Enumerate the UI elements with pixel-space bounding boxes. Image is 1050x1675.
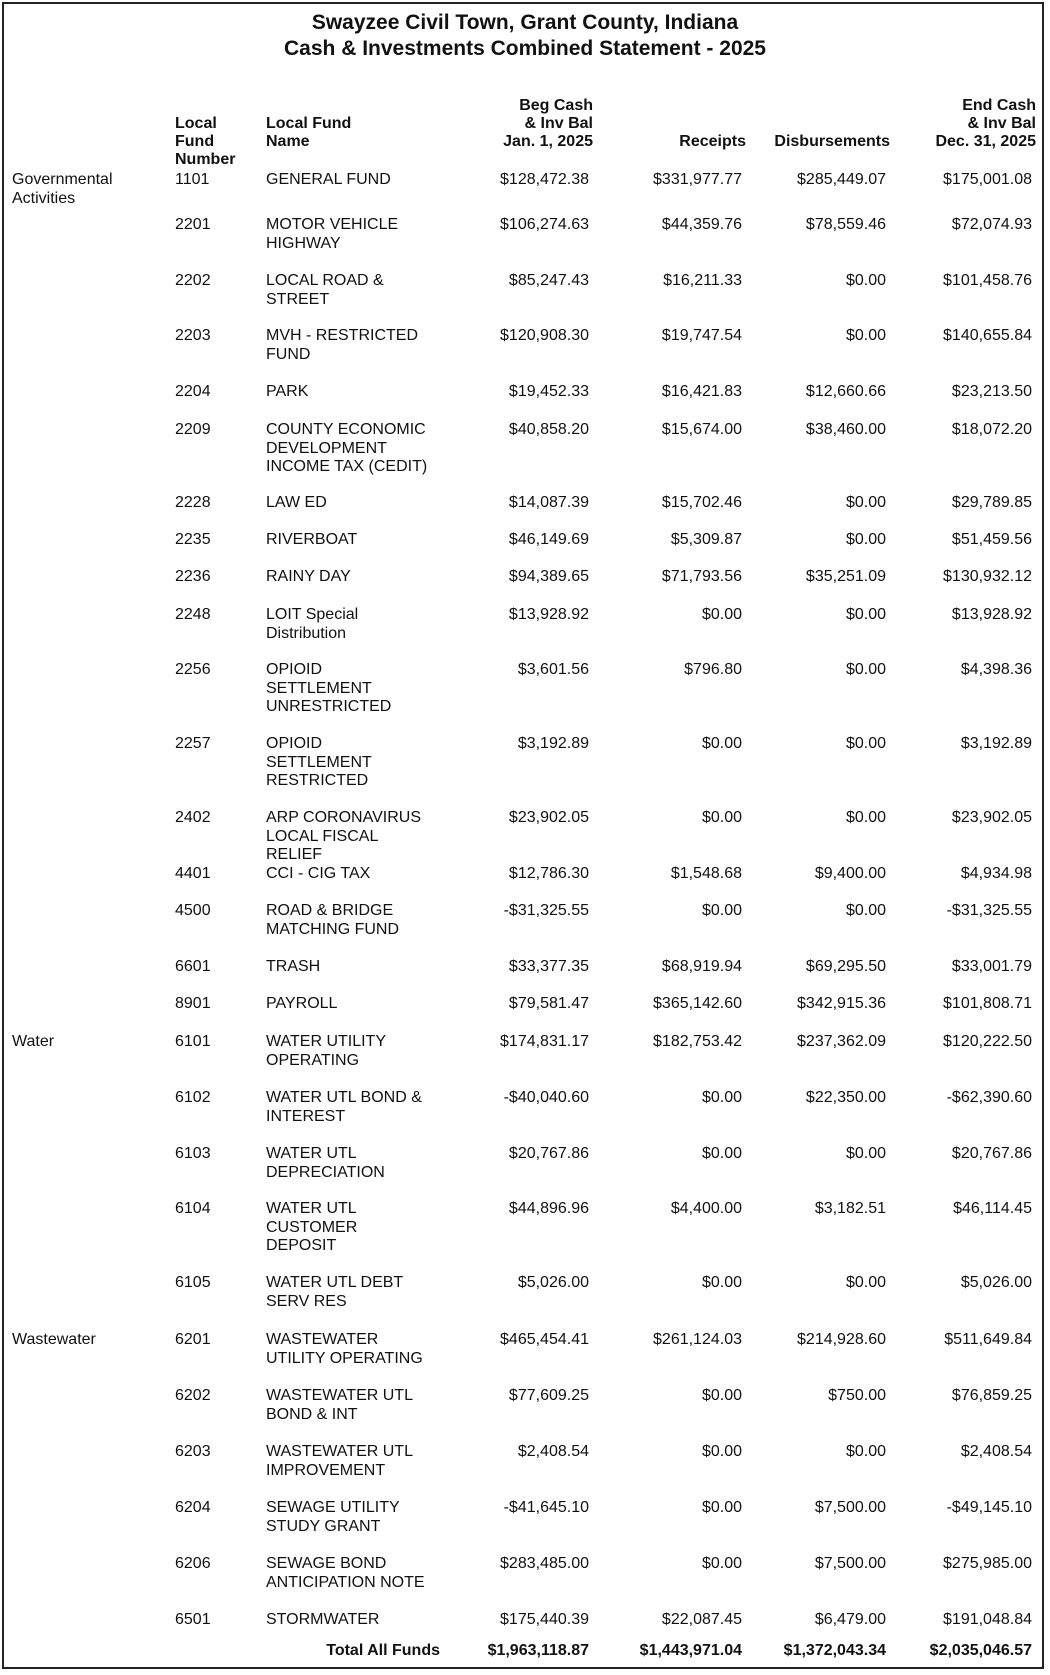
beg-balance: $20,767.86: [508, 1145, 589, 1162]
fund-name: WATER UTL BOND & INTEREST: [266, 1089, 422, 1125]
fund-number: 6203: [175, 1443, 211, 1460]
disbursements: $7,500.00: [814, 1555, 886, 1572]
end-balance: $4,398.36: [960, 661, 1032, 678]
receipts: $0.00: [701, 1387, 742, 1404]
report-title: Swayzee Civil Town, Grant County, Indiana: [311, 11, 739, 34]
fund-name: ARP CORONAVIRUS LOCAL FISCAL RELIEF: [266, 809, 421, 863]
receipts: $5,309.87: [670, 531, 742, 548]
fund-number: 6202: [175, 1387, 211, 1404]
fund-name: COUNTY ECONOMIC DEVELOPMENT INCOME TAX (CEDIT): [266, 421, 428, 475]
receipts: $796.80: [684, 661, 742, 678]
fund-number: 6105: [175, 1274, 211, 1291]
fund-name: LOCAL ROAD & STREET: [266, 272, 384, 308]
end-balance: $23,902.05: [951, 809, 1032, 826]
fund-name: MVH - RESTRICTED FUND: [266, 327, 418, 363]
fund-number: 2203: [175, 327, 211, 344]
fund-name: STORMWATER: [266, 1611, 380, 1628]
end-balance: $76,859.25: [951, 1387, 1032, 1404]
receipts: $22,087.45: [661, 1611, 742, 1628]
receipts: $15,674.00: [661, 421, 742, 438]
fund-name: LAW ED: [266, 494, 327, 511]
fund-name: TRASH: [266, 958, 321, 975]
receipts: $0.00: [701, 1499, 742, 1516]
beg-balance: $128,472.38: [500, 171, 589, 188]
fund-number: 2204: [175, 383, 211, 400]
header-beg-balance: Beg Cash & Inv Bal Jan. 1, 2025: [503, 97, 593, 150]
end-balance: $140,655.84: [943, 327, 1032, 344]
fund-name: SEWAGE UTILITY STUDY GRANT: [266, 1499, 400, 1535]
end-balance: $23,213.50: [951, 383, 1032, 400]
receipts: $71,793.56: [661, 568, 742, 585]
fund-number: 8901: [175, 995, 211, 1012]
fund-number: 2235: [175, 531, 211, 548]
disbursements: $342,915.36: [797, 995, 886, 1012]
beg-balance: $79,581.47: [508, 995, 589, 1012]
fund-name: RIVERBOAT: [266, 531, 358, 548]
fund-name: GENERAL FUND: [266, 171, 391, 188]
receipts: $261,124.03: [653, 1331, 742, 1348]
end-balance: $175,001.08: [943, 171, 1032, 188]
fund-category: Governmental Activities: [12, 171, 113, 207]
fund-number: 4500: [175, 902, 211, 919]
fund-name: WASTEWATER UTILITY OPERATING: [266, 1331, 423, 1367]
disbursements: $0.00: [845, 1145, 886, 1162]
end-balance: $18,072.20: [951, 421, 1032, 438]
beg-balance: $5,026.00: [517, 1274, 589, 1291]
beg-balance: -$41,645.10: [503, 1499, 589, 1516]
disbursements: $0.00: [845, 809, 886, 826]
end-balance: $5,026.00: [960, 1274, 1032, 1291]
receipts: $0.00: [701, 1555, 742, 1572]
disbursements: $750.00: [828, 1387, 886, 1404]
beg-balance: -$31,325.55: [503, 902, 589, 919]
beg-balance: $44,896.96: [508, 1200, 589, 1217]
end-balance: $275,985.00: [943, 1555, 1032, 1572]
end-balance: $130,932.12: [943, 568, 1032, 585]
end-balance: $29,789.85: [951, 494, 1032, 511]
fund-name: WATER UTL CUSTOMER DEPOSIT: [266, 1200, 358, 1254]
header-disbursements: Disbursements: [774, 133, 890, 150]
fund-number: 6103: [175, 1145, 211, 1162]
receipts: $16,421.83: [661, 383, 742, 400]
receipts: $16,211.33: [663, 272, 742, 289]
beg-balance: $14,087.39: [508, 494, 589, 511]
beg-balance: $85,247.43: [508, 272, 589, 289]
receipts: $0.00: [701, 809, 742, 826]
beg-balance: -$40,040.60: [503, 1089, 589, 1106]
receipts: $19,747.54: [661, 327, 742, 344]
disbursements: $7,500.00: [814, 1499, 886, 1516]
beg-balance: $2,408.54: [517, 1443, 589, 1460]
fund-category: Water: [12, 1033, 55, 1050]
end-balance: $51,459.56: [951, 531, 1032, 548]
fund-number: 2236: [175, 568, 211, 585]
end-balance: $20,767.86: [951, 1145, 1032, 1162]
beg-balance: $3,192.89: [517, 735, 589, 752]
disbursements: $78,559.46: [805, 216, 886, 233]
end-balance: $72,074.93: [951, 216, 1032, 233]
beg-balance: $33,377.35: [508, 958, 589, 975]
receipts: $0.00: [701, 902, 742, 919]
end-balance: $33,001.79: [951, 958, 1032, 975]
beg-balance: $175,440.39: [500, 1611, 589, 1628]
disbursements: $0.00: [845, 272, 886, 289]
header-end-balance: End Cash & Inv Bal Dec. 31, 2025: [935, 97, 1036, 150]
fund-name: OPIOID SETTLEMENT UNRESTRICTED: [266, 661, 392, 715]
fund-number: 6104: [175, 1200, 211, 1217]
total-end-balance: $2,035,046.57: [929, 1642, 1032, 1659]
receipts: $0.00: [701, 606, 742, 623]
fund-name: WASTEWATER UTL BOND & INT: [266, 1387, 413, 1423]
beg-balance: $283,485.00: [500, 1555, 589, 1572]
end-balance: $4,934.98: [960, 865, 1032, 882]
beg-balance: $174,831.17: [500, 1033, 589, 1050]
receipts: $365,142.60: [653, 995, 742, 1012]
fund-number: 2257: [175, 735, 211, 752]
end-balance: $511,649.84: [944, 1331, 1032, 1348]
fund-number: 6204: [175, 1499, 211, 1516]
end-balance: $46,114.45: [953, 1200, 1032, 1217]
end-balance: $120,222.50: [943, 1033, 1032, 1050]
beg-balance: $94,389.65: [508, 568, 589, 585]
receipts: $4,400.00: [670, 1200, 742, 1217]
receipts: $0.00: [701, 1145, 742, 1162]
fund-number: 6501: [175, 1611, 211, 1628]
receipts: $0.00: [701, 1443, 742, 1460]
fund-name: MOTOR VEHICLE HIGHWAY: [266, 216, 399, 252]
disbursements: $0.00: [845, 902, 886, 919]
beg-balance: $120,908.30: [500, 327, 589, 344]
fund-number: 2248: [175, 606, 211, 623]
fund-number: 2201: [175, 216, 211, 233]
disbursements: $214,928.60: [797, 1331, 886, 1348]
beg-balance: $19,452.33: [508, 383, 589, 400]
disbursements: $0.00: [845, 735, 886, 752]
disbursements: $9,400.00: [814, 865, 886, 882]
disbursements: $6,479.00: [814, 1611, 886, 1628]
beg-balance: $77,609.25: [508, 1387, 589, 1404]
fund-name: SEWAGE BOND ANTICIPATION NOTE: [266, 1555, 425, 1591]
fund-number: 2209: [175, 421, 211, 438]
fund-name: CCI - CIG TAX: [266, 865, 371, 882]
disbursements: $0.00: [845, 494, 886, 511]
beg-balance: $23,902.05: [508, 809, 589, 826]
disbursements: $35,251.09: [805, 568, 886, 585]
fund-number: 1101: [175, 171, 210, 188]
fund-number: 6201: [175, 1331, 211, 1348]
fund-name: ROAD & BRIDGE MATCHING FUND: [266, 902, 400, 938]
end-balance: -$49,145.10: [946, 1499, 1032, 1516]
header-fund-name: Local Fund Name: [266, 115, 352, 150]
fund-number: 6601: [175, 958, 211, 975]
end-balance: $2,408.54: [960, 1443, 1032, 1460]
beg-balance: $13,928.92: [508, 606, 589, 623]
fund-number: 2202: [175, 272, 211, 289]
fund-name: WASTEWATER UTL IMPROVEMENT: [266, 1443, 413, 1479]
header-receipts: Receipts: [679, 133, 746, 150]
receipts: $1,548.68: [670, 865, 742, 882]
beg-balance: $3,601.56: [517, 661, 589, 678]
fund-number: 2402: [175, 809, 211, 826]
receipts: $182,753.42: [653, 1033, 742, 1050]
receipts: $0.00: [701, 735, 742, 752]
receipts: $44,359.76: [661, 216, 742, 233]
fund-name: WATER UTILITY OPERATING: [266, 1033, 386, 1069]
total-receipts: $1,443,971.04: [639, 1642, 742, 1659]
fund-category: Wastewater: [12, 1331, 96, 1348]
receipts: $331,977.77: [653, 171, 742, 188]
receipts: $68,919.94: [661, 958, 742, 975]
beg-balance: $106,274.63: [500, 216, 589, 233]
fund-name: RAINY DAY: [266, 568, 351, 585]
end-balance: $101,808.71: [943, 995, 1032, 1012]
fund-name: OPIOID SETTLEMENT RESTRICTED: [266, 735, 372, 789]
disbursements: $22,350.00: [805, 1089, 886, 1106]
fund-name: PAYROLL: [266, 995, 338, 1012]
beg-balance: $46,149.69: [508, 531, 589, 548]
disbursements: $38,460.00: [805, 421, 886, 438]
fund-name: LOIT Special Distribution: [266, 606, 359, 642]
fund-number: 6206: [175, 1555, 211, 1572]
disbursements: $0.00: [845, 1443, 886, 1460]
beg-balance: $465,454.41: [500, 1331, 589, 1348]
end-balance: $191,048.84: [943, 1611, 1032, 1628]
total-disbursements: $1,372,043.34: [783, 1642, 886, 1659]
end-balance: $3,192.89: [960, 735, 1032, 752]
total-beg-balance: $1,963,118.87: [487, 1642, 589, 1659]
receipts: $15,702.46: [661, 494, 742, 511]
beg-balance: $12,786.30: [508, 865, 589, 882]
receipts: $0.00: [701, 1089, 742, 1106]
report-subtitle: Cash & Investments Combined Statement - 2025: [284, 37, 766, 60]
fund-number: 2228: [175, 494, 211, 511]
receipts: $0.00: [701, 1274, 742, 1291]
disbursements: $237,362.09: [797, 1033, 886, 1050]
end-balance: -$62,390.60: [946, 1089, 1032, 1106]
disbursements: $0.00: [845, 606, 886, 623]
page-border: [2, 2, 1044, 1669]
fund-number: 2256: [175, 661, 211, 678]
fund-number: 4401: [175, 865, 211, 882]
total-label: Total All Funds: [326, 1642, 440, 1659]
disbursements: $3,182.51: [814, 1200, 886, 1217]
header-fund-number: Local Fund Number: [175, 115, 236, 168]
disbursements: $69,295.50: [805, 958, 886, 975]
disbursements: $0.00: [845, 1274, 886, 1291]
beg-balance: $40,858.20: [508, 421, 589, 438]
disbursements: $12,660.66: [805, 383, 886, 400]
disbursements: $285,449.07: [797, 171, 886, 188]
fund-number: 6101: [175, 1033, 211, 1050]
end-balance: $13,928.92: [951, 606, 1032, 623]
disbursements: $0.00: [845, 327, 886, 344]
fund-number: 6102: [175, 1089, 211, 1106]
fund-name: WATER UTL DEPRECIATION: [266, 1145, 385, 1181]
disbursements: $0.00: [845, 661, 886, 678]
end-balance: -$31,325.55: [946, 902, 1032, 919]
disbursements: $0.00: [845, 531, 886, 548]
end-balance: $101,458.76: [943, 272, 1032, 289]
fund-name: WATER UTL DEBT SERV RES: [266, 1274, 404, 1310]
fund-name: PARK: [266, 383, 309, 400]
